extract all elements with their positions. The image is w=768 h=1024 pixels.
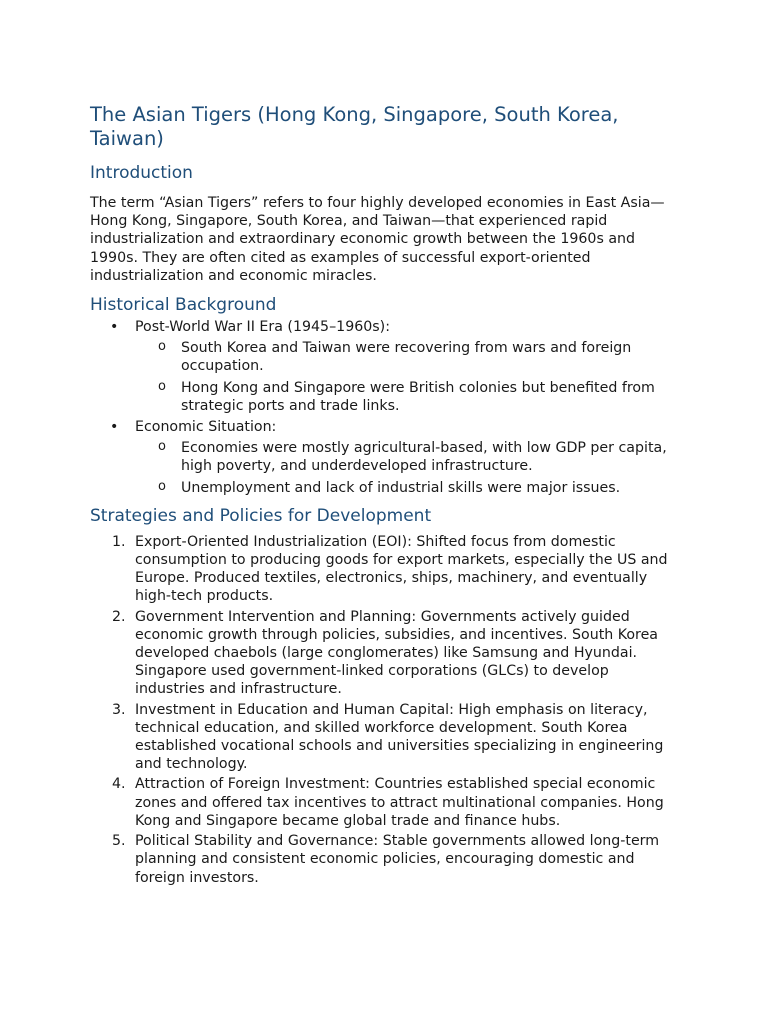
numbered-item-text: Investment in Education and Human Capital: High emphasis on literacy, technical education, and skilled workforce development. South Korea established vocational schools and universities specializing in engineering and technology. <box>135 701 664 773</box>
numbered-item-text: Export-Oriented Industrialization (EOI): Shifted focus from domestic consumption to producing goods for export markets, especially the US and Europe. Produced textiles, electronics, ships, machinery, and eventually high-tech products. <box>135 533 668 605</box>
numbered-item <box>90 775 682 830</box>
document-title: The Asian Tigers (Hong Kong, Singapore, South Korea, Taiwan) <box>90 103 619 150</box>
strategies-heading: Strategies and Policies for Development <box>90 505 432 526</box>
item-number: 1. <box>112 533 126 550</box>
historical-background-list <box>90 318 682 497</box>
numbered-item-text: Attraction of Foreign Investment: Countries established special economic zones and offered tax incentives to attract multinational companies. Hong Kong and Singapore became global trade and finance hubs. <box>135 776 664 829</box>
numbered-item-text: Political Stability and Governance: Stable governments allowed long-term planning and consistent economic policies, encouraging domestic and foreign investors. <box>135 833 660 886</box>
sub-list-item-text: Hong Kong and Singapore were British colonies but benefited from strategic ports and trade links. <box>181 379 655 414</box>
circle-bullet-icon: o <box>158 378 166 394</box>
sub-list-item <box>135 439 682 475</box>
sub-list-item-text: Economies were mostly agricultural-based, with low GDP per capita, high poverty, and underdeveloped infrastructure. <box>181 440 667 475</box>
bullet-icon: • <box>110 319 119 336</box>
introduction-paragraph: The term “Asian Tigers” refers to four highly developed economies in East Asia—Hong Kong, Singapore, South Korea, and Taiwan—that experienced rapid industrialization and extraordinary economic growth between the 1960s and 1990s. They are often cited as examples of successful export-oriented industrialization and economic miracles. <box>90 195 665 284</box>
sub-list-item <box>135 379 682 415</box>
list-item-label: Post-World War II Era (1945–1960s): <box>135 319 390 336</box>
numbered-item <box>90 608 682 699</box>
item-number: 3. <box>112 701 126 718</box>
numbered-item <box>90 533 682 606</box>
list-item <box>90 318 682 415</box>
item-number: 5. <box>112 833 126 850</box>
item-number: 4. <box>112 776 126 793</box>
circle-bullet-icon: o <box>158 478 166 494</box>
item-number: 2. <box>112 608 126 625</box>
document-page <box>90 103 682 889</box>
list-item-label: Economic Situation: <box>135 419 277 436</box>
historical-background-heading: Historical Background <box>90 295 277 316</box>
sub-list <box>135 439 682 497</box>
bullet-icon: • <box>110 419 119 436</box>
circle-bullet-icon: o <box>158 339 166 355</box>
sub-list-item-text: South Korea and Taiwan were recovering from wars and foreign occupation. <box>181 340 632 375</box>
numbered-item <box>90 832 682 887</box>
sub-list <box>135 339 682 415</box>
numbered-item-text: Government Intervention and Planning: Governments actively guided economic growth through policies, subsidies, and incentives. South Korea developed chaebols (large conglomerates) like Samsung and Hyundai. Singapore used government-linked corporations (GLCs) to develop industries and infrastructure. <box>135 608 659 698</box>
numbered-item <box>90 701 682 774</box>
circle-bullet-icon: o <box>158 439 166 455</box>
sub-list-item <box>135 479 682 497</box>
sub-list-item-text: Unemployment and lack of industrial skills were major issues. <box>181 479 621 496</box>
strategies-list <box>90 533 682 887</box>
introduction-heading: Introduction <box>90 163 193 183</box>
sub-list-item <box>135 339 682 375</box>
list-item <box>90 418 682 497</box>
